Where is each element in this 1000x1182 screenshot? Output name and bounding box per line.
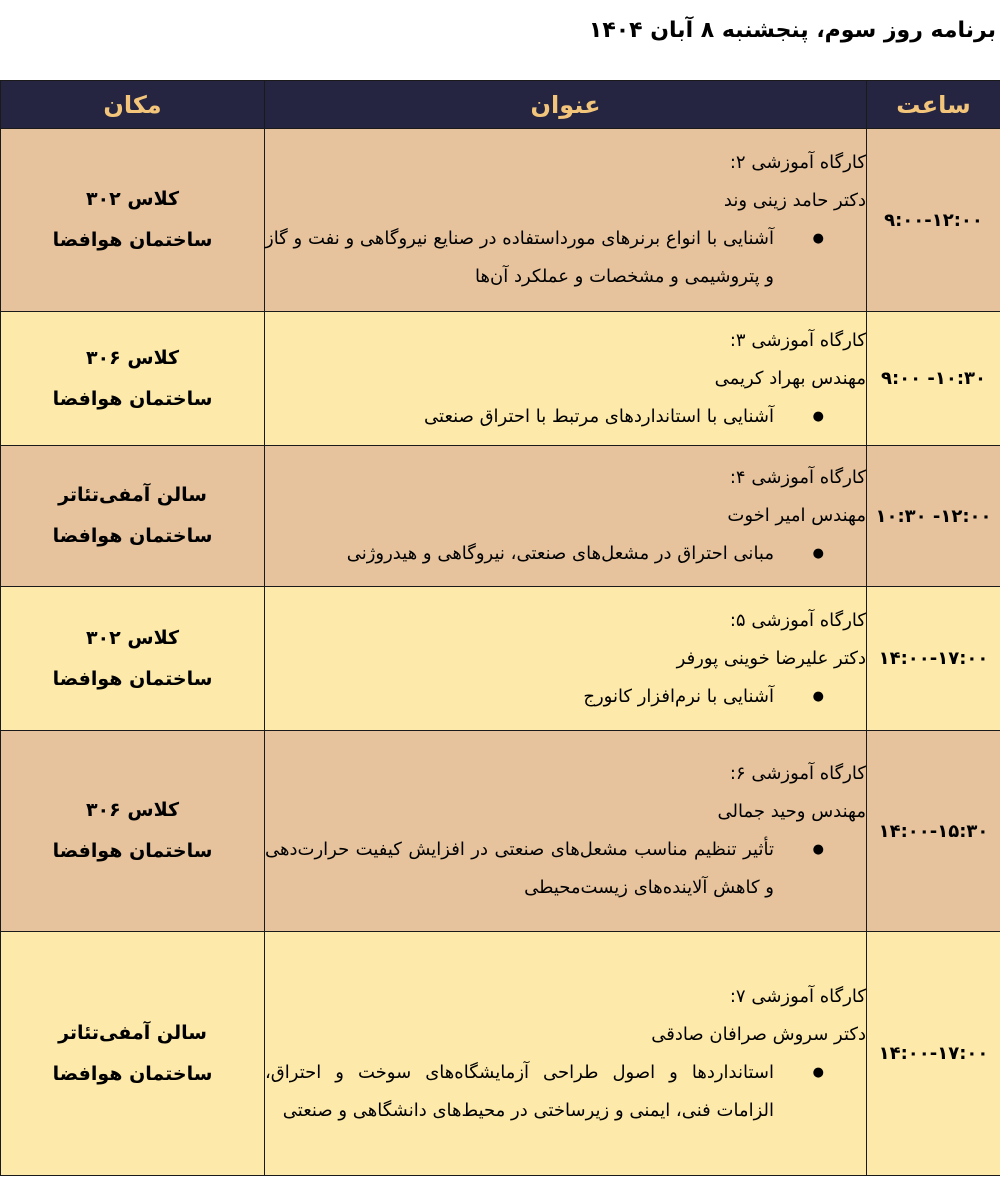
schedule-table [0, 80, 1000, 1176]
time-cell: ۱۴:۰۰-۱۷:۰۰ [867, 587, 1000, 731]
location-room: کلاس ۳۰۶ [85, 799, 180, 821]
instructor-name: مهندس وحید جمالی [717, 801, 866, 822]
topic-list [265, 831, 866, 907]
workshop-name: کارگاه آموزشی ۷: [729, 985, 866, 1007]
location-cell [1, 129, 265, 312]
topic-item: ● مبانی احتراق در مشعل‌های صنعتی، نیروگاهی و هیدروژنی [265, 535, 774, 573]
table-row [1, 587, 1000, 731]
location-cell [1, 587, 265, 731]
time-cell: ۱۴:۰۰-۱۵:۳۰ [867, 731, 1000, 932]
location-building: ساختمان هوافضا [52, 840, 213, 862]
location-building: ساختمان هوافضا [52, 525, 213, 547]
page-title: برنامه روز سوم، پنجشنبه ۸ آبان ۱۴۰۴ [588, 18, 996, 43]
header-location: مکان [1, 81, 265, 129]
topic-item: ● تأثیر تنظیم مناسب مشعل‌های صنعتی در افزایش کیفیت حرارت‌دهی و کاهش آلاینده‌های زیست‌محیطی [265, 831, 774, 907]
instructor-name: مهندس بهراد کریمی [714, 367, 866, 389]
location-room: سالن آمفی‌تئاتر [58, 484, 207, 506]
title-cell [265, 731, 867, 932]
table-row [1, 731, 1000, 932]
instructor-name: دکتر سروش صرافان صادقی [651, 1023, 866, 1045]
header-title: عنوان [265, 81, 867, 129]
topic-list [265, 678, 866, 716]
topic-item: ● آشنایی با نرم‌افزار کانورج [265, 678, 774, 716]
location-room: کلاس ۳۰۶ [85, 346, 180, 369]
time-cell: ۱۴:۰۰-۱۷:۰۰ [867, 932, 1000, 1176]
table-row [1, 129, 1000, 312]
location-building: ساختمان هوافضا [52, 229, 213, 251]
time-cell: ۹:۰۰ -۱۰:۳۰ [867, 312, 1000, 446]
instructor-name: دکتر علیرضا خوینی پورفر [676, 647, 866, 669]
topic-list [265, 220, 866, 296]
topic-item: ● آشنایی با استانداردهای مرتبط با احتراق صنعتی [265, 398, 774, 436]
time-cell: ۹:۰۰-۱۲:۰۰ [867, 129, 1000, 312]
title-cell [265, 446, 867, 587]
location-room: کلاس ۳۰۲ [85, 626, 180, 649]
table-row [1, 312, 1000, 446]
location-room: کلاس ۳۰۲ [85, 188, 180, 210]
table-row [1, 446, 1000, 587]
workshop-name: کارگاه آموزشی ۳: [729, 329, 866, 351]
title-cell [265, 129, 867, 312]
location-cell [1, 446, 265, 587]
location-cell [1, 731, 265, 932]
title-cell [265, 932, 867, 1176]
title-cell [265, 312, 867, 446]
workshop-name: کارگاه آموزشی ۴: [729, 467, 866, 488]
location-building: ساختمان هوافضا [52, 667, 213, 690]
title-cell [265, 587, 867, 731]
location-building: ساختمان هوافضا [52, 1062, 213, 1085]
table-header-row [1, 81, 1000, 129]
location-room: سالن آمفی‌تئاتر [58, 1021, 207, 1044]
location-cell [1, 932, 265, 1176]
instructor-name: مهندس امیر اخوت [727, 505, 866, 526]
topic-list [265, 1054, 866, 1130]
topic-item: ● آشنایی با انواع برنرهای مورداستفاده در صنایع نیروگاهی و نفت و گاز و پتروشیمی و مشخصات و عملکرد آن‌ها [265, 220, 774, 296]
topic-list [265, 535, 866, 573]
topic-item: ● استانداردها و اصول طراحی آزمایشگاه‌های سوخت و احتراق، الزامات فنی، ایمنی و زیرساختی در محیط‌های دانشگاهی و صنعتی [265, 1054, 774, 1130]
table-row [1, 932, 1000, 1176]
header-time: ساعت [867, 81, 1000, 129]
topic-list [265, 398, 866, 436]
location-building: ساختمان هوافضا [52, 387, 213, 410]
location-cell [1, 312, 265, 446]
time-cell: ۱۰:۳۰ -۱۲:۰۰ [867, 446, 1000, 587]
workshop-name: کارگاه آموزشی ۲: [729, 152, 866, 173]
workshop-name: کارگاه آموزشی ۵: [729, 609, 866, 631]
workshop-name: کارگاه آموزشی ۶: [729, 763, 866, 784]
instructor-name: دکتر حامد زینی وند [723, 190, 866, 211]
